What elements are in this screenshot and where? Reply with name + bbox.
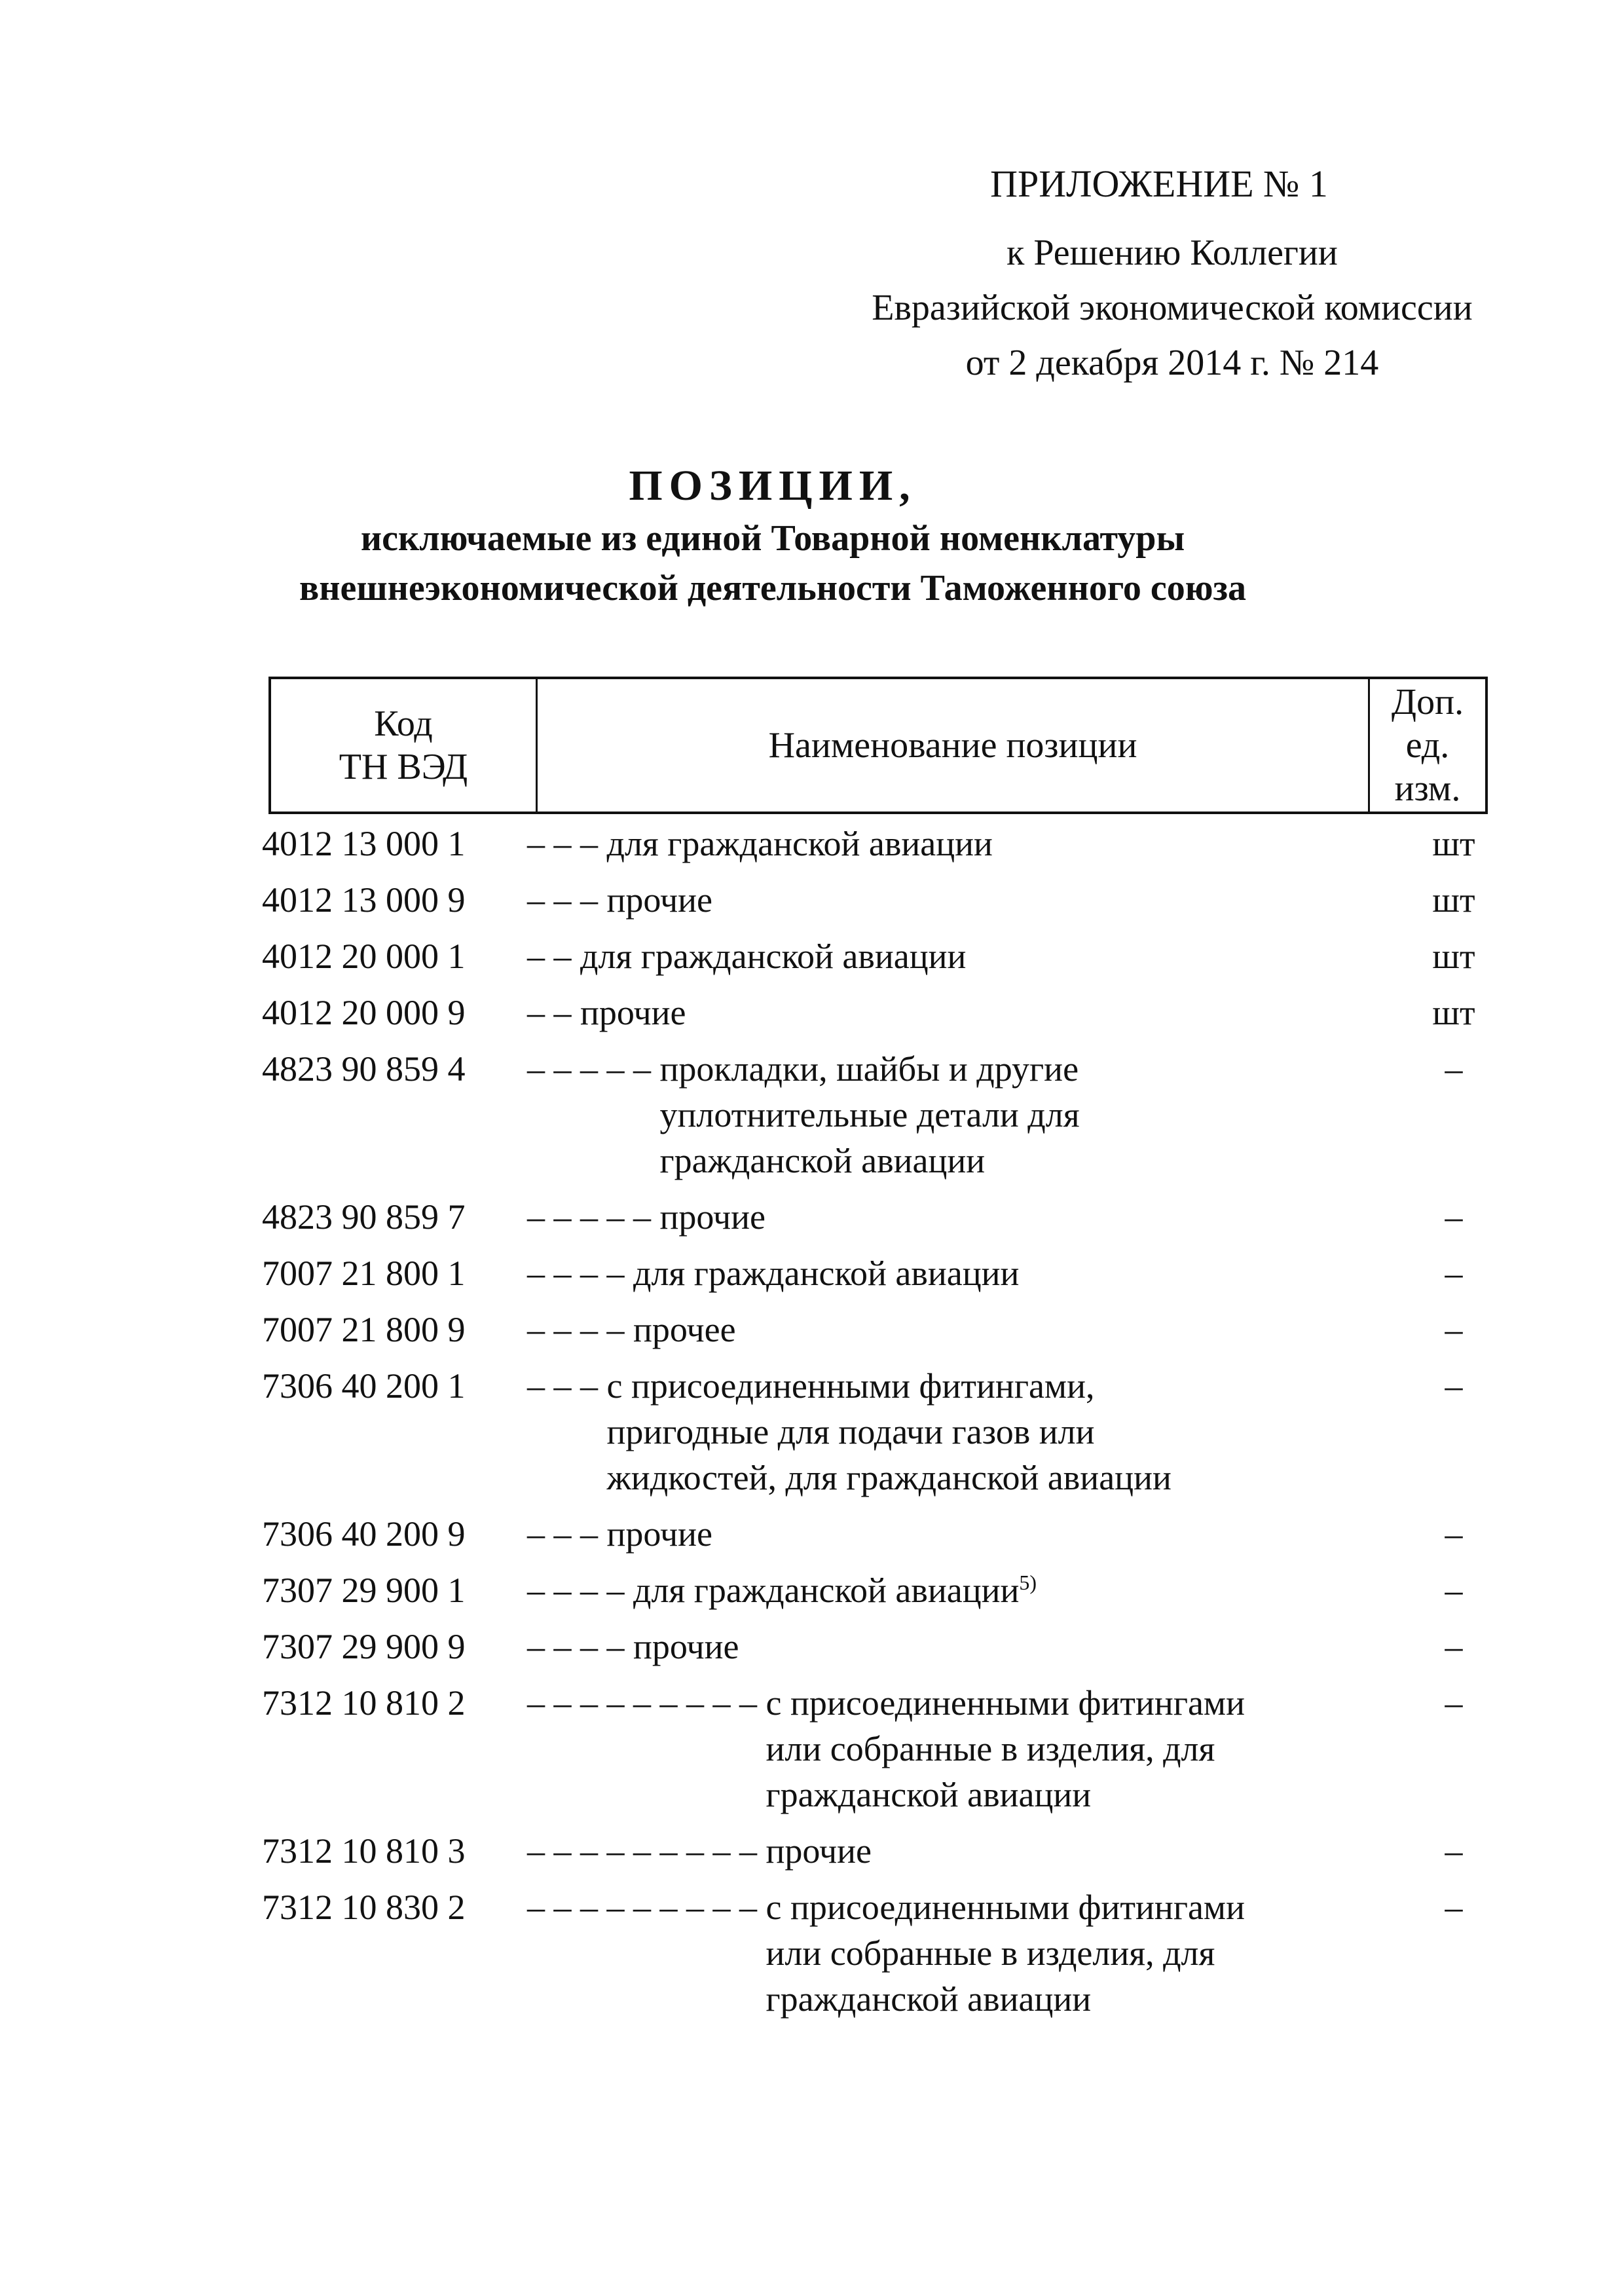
row-description: [766, 1884, 1402, 2022]
row-description: [580, 990, 1401, 1036]
row-description: [607, 821, 1402, 867]
header-unit-line-2: ед.: [1405, 725, 1450, 766]
row-code: 4012 13 000 1: [262, 824, 466, 863]
row-code: 4823 90 859 7: [262, 1197, 466, 1237]
row-description-text: прочие: [766, 1831, 872, 1871]
row-dashes: – – –: [527, 824, 607, 863]
row-description-text: с присоединенными фитингами или собранные в изделия, для гражданской авиации: [766, 1888, 1246, 2019]
row-description: [607, 1363, 1402, 1501]
header-unit-line-3: изм.: [1394, 768, 1461, 809]
table-header: [268, 677, 1488, 814]
row-code: 7306 40 200 1: [262, 1366, 466, 1406]
row-dashes: – – – – – – – – –: [527, 1888, 766, 1927]
row-dashes: – – – –: [527, 1627, 633, 1666]
row-unit: шт: [1432, 824, 1475, 863]
row-code: 4012 20 000 1: [262, 937, 466, 976]
row-description: [633, 1567, 1401, 1613]
row-code: 7312 10 810 3: [262, 1831, 466, 1871]
row-description-text: прочие: [580, 993, 686, 1032]
title-main: ПОЗИЦИИ,: [629, 462, 917, 510]
appendix-block: [812, 157, 1532, 390]
table-row: [262, 1511, 1506, 1557]
row-code: 7307 29 900 1: [262, 1571, 466, 1610]
row-unit: –: [1445, 1366, 1463, 1406]
table-row: [262, 990, 1506, 1036]
row-unit: –: [1445, 1831, 1463, 1871]
appendix-line-1: к Решению Коллегии: [1006, 233, 1338, 273]
table-row: [262, 877, 1506, 923]
row-dashes: – – – – –: [527, 1197, 660, 1237]
row-dashes: – – – –: [527, 1571, 633, 1610]
appendix-line-2: Евразийской экономической комиссии: [872, 288, 1473, 328]
row-code: 7306 40 200 9: [262, 1514, 466, 1554]
table-row: [262, 1624, 1506, 1670]
row-code: 7007 21 800 9: [262, 1310, 466, 1349]
title-line-1: исключаемые из единой Товарной номенклатуры: [360, 518, 1185, 559]
row-dashes: – –: [527, 993, 580, 1032]
row-unit: –: [1445, 1310, 1463, 1349]
row-description-text: для гражданской авиации: [633, 1254, 1020, 1293]
header-code-line-1: Код: [374, 703, 433, 744]
row-code: 7312 10 830 2: [262, 1888, 466, 1927]
header-name: Наименование позиции: [538, 679, 1370, 812]
row-code: 7312 10 810 2: [262, 1683, 466, 1723]
row-unit: –: [1445, 1254, 1463, 1293]
appendix-reference: [812, 225, 1532, 390]
header-unit: [1370, 679, 1485, 812]
row-description: [607, 1511, 1402, 1557]
row-code: 4012 20 000 9: [262, 993, 466, 1032]
row-dashes: – – –: [527, 1514, 607, 1554]
row-unit: –: [1445, 1571, 1463, 1610]
header-code: [271, 679, 538, 812]
row-description: [580, 933, 1401, 979]
row-description-text: прочие: [606, 1514, 713, 1554]
row-unit: шт: [1432, 993, 1475, 1032]
row-code: 7007 21 800 1: [262, 1254, 466, 1293]
table-row: [262, 1680, 1506, 1818]
row-dashes: – – – – – – – – –: [527, 1831, 766, 1871]
row-dashes: – – –: [527, 880, 607, 920]
row-unit: –: [1445, 1197, 1463, 1237]
row-description-text: для гражданской авиации: [606, 824, 993, 863]
row-dashes: – – –: [527, 1366, 607, 1406]
row-unit: –: [1445, 1514, 1463, 1554]
table-row: [262, 821, 1506, 867]
header-code-line-2: ТН ВЭД: [339, 747, 468, 787]
table-body: [262, 821, 1506, 2032]
row-code: 4012 13 000 9: [262, 880, 466, 920]
row-dashes: – – – – –: [527, 1049, 660, 1089]
row-description-text: с присоединенными фитингами или собранные в изделия, для гражданской авиации: [766, 1683, 1246, 1814]
row-description: [660, 1194, 1402, 1240]
row-description: [766, 1828, 1402, 1874]
row-description: [633, 1307, 1401, 1353]
header-unit-line-1: Доп.: [1391, 682, 1464, 722]
row-description: [766, 1680, 1402, 1818]
row-dashes: – – – –: [527, 1254, 633, 1293]
table-row: [262, 1567, 1506, 1613]
footnote-mark: 5): [1019, 1571, 1037, 1594]
document-title: [196, 458, 1349, 613]
appendix-number: ПРИЛОЖЕНИЕ № 1: [990, 162, 1328, 205]
table-row: [262, 1250, 1506, 1296]
row-dashes: – –: [527, 937, 580, 976]
table-row: [262, 1828, 1506, 1874]
row-code: 7307 29 900 9: [262, 1627, 466, 1666]
row-unit: шт: [1432, 937, 1475, 976]
row-description: [660, 1046, 1402, 1184]
row-description: [607, 877, 1402, 923]
table-row: [262, 933, 1506, 979]
row-description: [633, 1624, 1401, 1670]
row-dashes: – – – –: [527, 1310, 633, 1349]
appendix-line-3: от 2 декабря 2014 г. № 214: [965, 343, 1379, 383]
row-unit: –: [1445, 1627, 1463, 1666]
row-description-text: с присоединенными фитингами, пригодные для подачи газов или жидкостей, для гражданской авиации: [606, 1366, 1172, 1497]
table-row: [262, 1046, 1506, 1184]
table-row: [262, 1194, 1506, 1240]
row-description-text: прочие: [606, 880, 713, 920]
row-description-text: прочее: [633, 1310, 736, 1349]
row-description-text: прочие: [659, 1197, 766, 1237]
table-row: [262, 1363, 1506, 1501]
row-unit: шт: [1432, 880, 1475, 920]
table-row: [262, 1884, 1506, 2022]
table-row: [262, 1307, 1506, 1353]
row-description-text: для гражданской авиации: [580, 937, 967, 976]
row-unit: –: [1445, 1683, 1463, 1723]
row-unit: –: [1445, 1049, 1463, 1089]
title-line-2: внешнеэкономической деятельности Таможенного союза: [299, 568, 1247, 608]
row-description-text: прокладки, шайбы и другие уплотнительные детали для гражданской авиации: [659, 1049, 1080, 1180]
row-dashes: – – – – – – – – –: [527, 1683, 766, 1723]
row-description-text: для гражданской авиации: [633, 1571, 1020, 1610]
row-description-text: прочие: [633, 1627, 739, 1666]
row-unit: –: [1445, 1888, 1463, 1927]
row-code: 4823 90 859 4: [262, 1049, 466, 1089]
row-description: [633, 1250, 1401, 1296]
